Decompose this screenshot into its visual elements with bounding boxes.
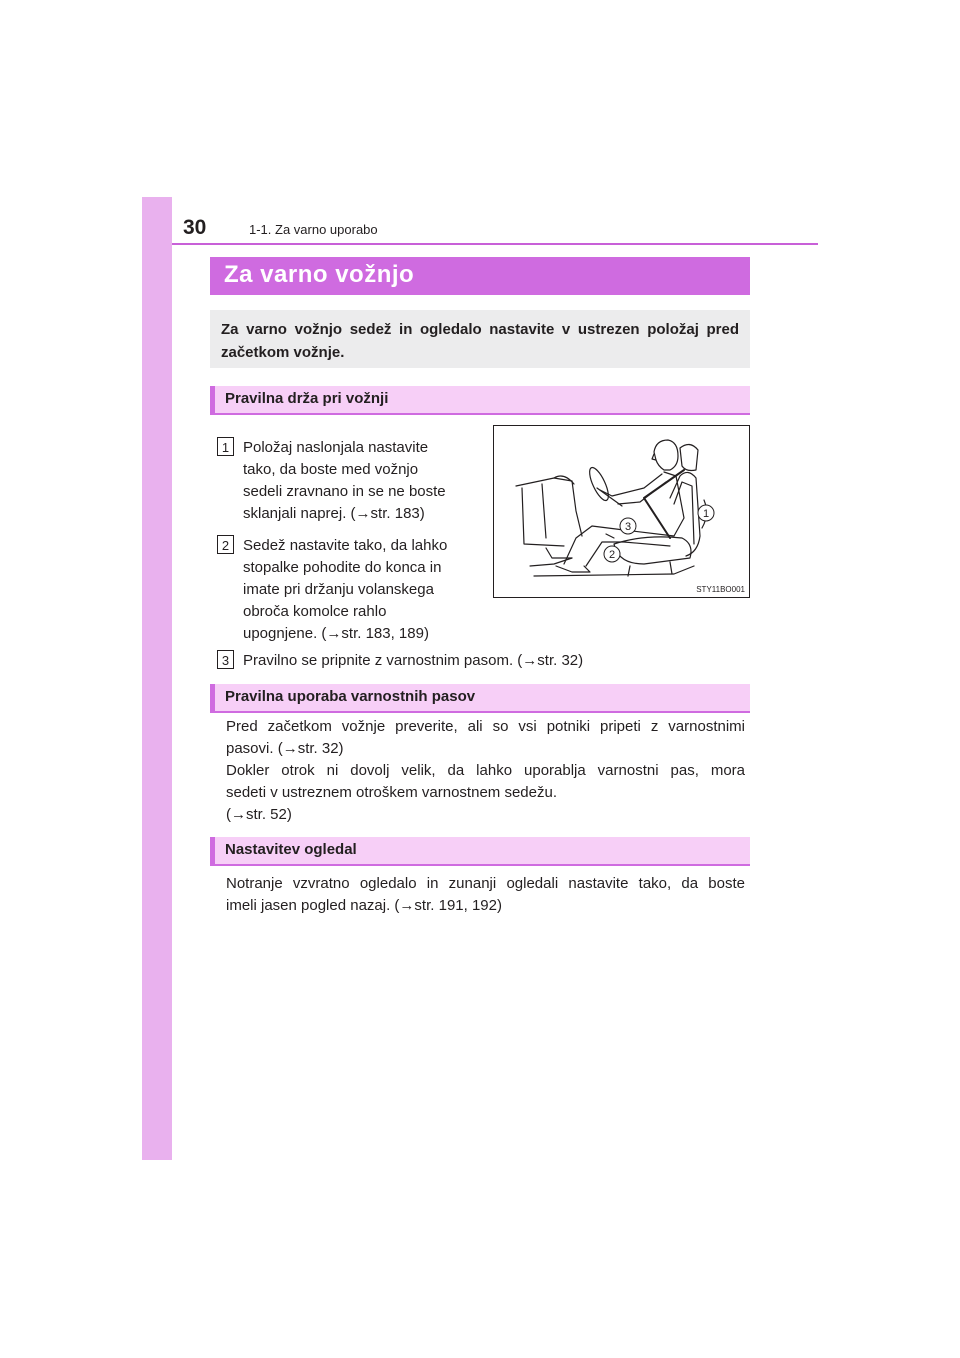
- item-3-line: Pravilno se pripnite z varnostnim pasom. (→str. 32): [243, 652, 584, 669]
- item-1-line: sklanjali naprej. (→str. 183): [243, 505, 425, 522]
- seatbelt-line: pasovi. (→str. 32): [226, 740, 344, 757]
- item-1-line: Položaj naslonjala nastavite: [243, 439, 429, 456]
- callout-2-label: 2: [608, 549, 616, 561]
- chapter-header: 1-1. Za varno uporabo: [249, 222, 378, 237]
- seatbelt-paragraph: [226, 716, 745, 826]
- section-heading-mirrors: [210, 837, 750, 866]
- item-2-line: imate pri držanju volanskega: [243, 581, 434, 598]
- item-text-1: [243, 437, 488, 525]
- mirrors-paragraph: [226, 873, 745, 917]
- intro-box: [210, 310, 750, 368]
- section-heading-label: Pravilna drža pri vožnji: [225, 390, 389, 407]
- header-divider: [172, 243, 818, 245]
- driver-seat-illustration: [494, 426, 749, 597]
- item-number-2: 2: [217, 535, 234, 554]
- section-heading-label: Nastavitev ogledal: [225, 841, 357, 858]
- page-title: Za varno vožnjo: [224, 261, 415, 288]
- item-text-3: [243, 650, 743, 672]
- side-tab-bar: [142, 197, 172, 1160]
- page-number: 30: [183, 216, 207, 239]
- seatbelt-line: sedeti v ustreznem otroškem varnostnem sedežu.: [226, 784, 557, 801]
- section-heading-seatbelts: [210, 684, 750, 713]
- section-heading-label: Pravilna uporaba varnostnih pasov: [225, 688, 476, 705]
- seatbelt-line: Pred začetkom vožnje preverite, ali so vsi potniki pripeti z varnostnimi: [226, 718, 745, 735]
- item-number-1: 1: [217, 437, 234, 456]
- intro-text: Za varno vožnjo sedež in ogledalo nastavite v ustrezen položaj pred začetkom vožnje.: [221, 321, 739, 361]
- seatbelt-line: Dokler otrok ni dovolj velik, da lahko uporablja varnostni pas, mora: [226, 762, 745, 779]
- figure-caption: STY11BO001: [696, 585, 745, 594]
- item-text-2: [243, 535, 488, 645]
- mirrors-line: Notranje vzvratno ogledalo in zunanji ogledali nastavite tako, da boste: [226, 875, 745, 892]
- mirrors-line: imeli jasen pogled nazaj. (→str. 191, 192): [226, 897, 502, 914]
- callout-3-label: 3: [624, 521, 632, 533]
- item-2-line: Sedež nastavite tako, da lahko: [243, 537, 448, 554]
- section-heading-posture: [210, 386, 750, 415]
- item-2-line: upognjene. (→str. 183, 189): [243, 625, 429, 642]
- callout-1-label: 1: [702, 508, 710, 520]
- item-1-line: sedeli zravnano in se ne boste: [243, 483, 446, 500]
- item-1-line: tako, da boste med vožnjo: [243, 461, 419, 478]
- item-2-line: obroča komolce rahlo: [243, 603, 387, 620]
- page-title-band: [210, 257, 750, 295]
- item-number-3: 3: [217, 650, 234, 669]
- driving-posture-figure: [493, 425, 750, 598]
- seatbelt-line: (→str. 52): [226, 806, 292, 823]
- item-2-line: stopalke pohodite do konca in: [243, 559, 442, 576]
